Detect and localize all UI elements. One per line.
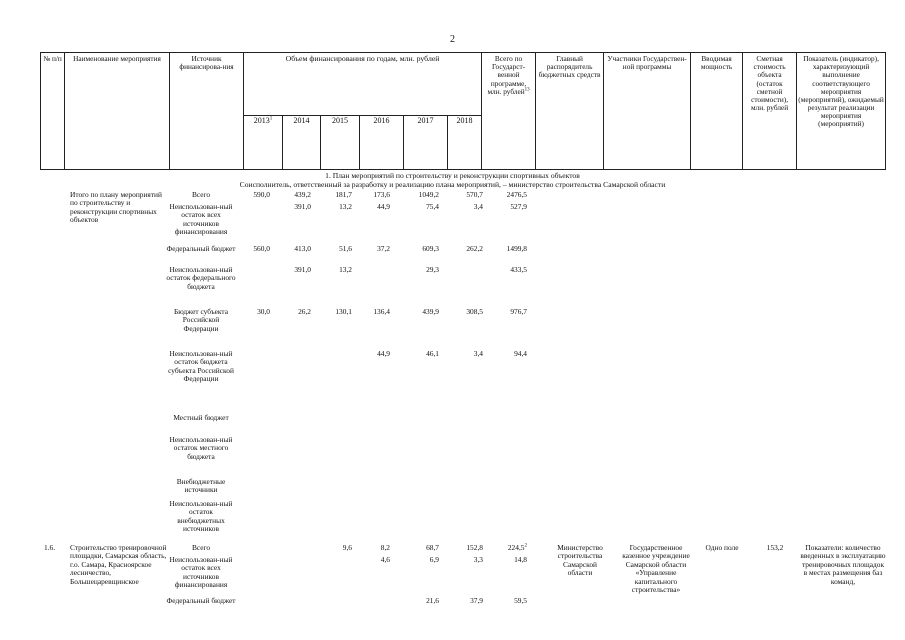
header-year-2015: 2015 (321, 115, 360, 169)
header-estimate: Сметная стоимость объекта (остаток сметной стоимости), млн. рублей (743, 53, 797, 170)
total_block-value-3-1: 391,0 (294, 265, 311, 274)
total_block-value-5-4: 46,1 (426, 349, 439, 358)
header-total-sup: 13 (524, 87, 530, 93)
item-value-1-3: 4,6 (380, 555, 390, 564)
total_block-value-4-2: 130,1 (335, 307, 352, 316)
table-header (40, 52, 886, 170)
total_block-value-4-5: 308,5 (466, 307, 483, 316)
total_block-value-2-4: 609,3 (422, 244, 439, 253)
header-year-2014: 2014 (283, 115, 321, 169)
section-title: 1. План мероприятий по строительству и реконструкции спортивных объектов (325, 171, 580, 180)
header-manager: Главный распорядитель бюджетных средств (536, 53, 604, 170)
total_block-source-1: Неиспользован-ный остаток всех источников финансирования (169, 202, 233, 237)
total_block-value-2-5: 262,2 (466, 244, 483, 253)
item-source-1: Неиспользован-ный остаток всех источников финансирования (169, 555, 233, 590)
total_block-source-5: Неиспользован-ный остаток бюджета субъекта Российской Федерации (168, 349, 234, 384)
header-indicator: Показатель (индикатор), характеризующий выполнение соответствующего мероприятия (мероприятий), ожидаемый результат реализации мероприятия (мероприятий) (797, 53, 886, 170)
total_block-value-0-0: 590,0 (253, 190, 270, 199)
header-year-2013 (244, 115, 283, 169)
total_block-value-1-2: 13,2 (339, 202, 352, 211)
total_block-source-8: Внебюджетные источники (176, 477, 226, 495)
item-capacity: Одно поле (705, 543, 739, 552)
total_block-value-5-6: 94,4 (514, 349, 527, 358)
total_block-value-0-1: 439,2 (294, 190, 311, 199)
item-value-text: 224,5 (507, 543, 525, 552)
total_block-value-4-3: 136,4 (373, 307, 390, 316)
total_block-value-2-3: 37,2 (377, 244, 390, 253)
item-number: 1.6. (44, 543, 56, 552)
total_block-value-2-0: 560,0 (253, 244, 270, 253)
item-manager: Министерство строительства Самарской области (557, 543, 603, 578)
total_block-source-3: Неиспользован-ный остаток федерального бюджета (166, 265, 236, 291)
total_block-value-0-6: 2476,5 (506, 190, 527, 199)
page-number: 2 (450, 34, 455, 45)
header-total-text: Всего по Государст-венной программе, млн. рублей (487, 54, 527, 96)
item-source-0: Всего (191, 543, 211, 552)
header-year-2013-text: 2013 (253, 115, 270, 125)
total_block-value-0-5: 570,7 (466, 190, 483, 199)
total_block-value-1-1: 391,0 (294, 202, 311, 211)
header-total (482, 53, 536, 170)
header-no: № п/п (41, 53, 65, 170)
item-estimate: 153,2 (766, 543, 784, 552)
item-value-0-3: 8,2 (380, 543, 390, 552)
header-participants: Участники Государствен-ной программы (604, 53, 691, 170)
total_block-value-2-2: 51,6 (339, 244, 352, 253)
item-value-2-5: 37,9 (470, 596, 483, 605)
total_block-source-6: Местный бюджет (173, 413, 229, 422)
total_block-value-4-0: 30,0 (257, 307, 270, 316)
header-year-2017: 2017 (404, 115, 448, 169)
total-block-name: Итого по плану мероприятий по строительству и реконструкции спортивных объектов (70, 190, 162, 225)
total_block-value-4-6: 976,7 (510, 307, 527, 316)
header-year-2013-sup: 1 (269, 115, 273, 121)
header-name: Наименование мероприятия (65, 53, 170, 170)
total_block-source-0: Всего (191, 190, 211, 199)
total_block-value-1-6: 527,9 (510, 202, 527, 211)
total_block-value-3-6: 433,5 (510, 265, 527, 274)
item-value-0-5: 152,8 (466, 543, 483, 552)
total_block-value-1-4: 75,4 (426, 202, 439, 211)
section-coexecutor: Соисполнитель, ответственный за разработку и реализацию плана мероприятий, – министерство строительства Самарской области (239, 180, 666, 189)
item-indicator: Показатели: количество введенных в эксплуатацию тренировочных площадок в местах размещения баз команд, (800, 543, 886, 586)
total_block-value-5-5: 3,4 (473, 349, 483, 358)
header-volume: Объем финансирования по годам, млн. рублей (244, 53, 482, 116)
item-value-sup: 2 (524, 543, 527, 549)
total_block-value-5-3: 44,9 (377, 349, 390, 358)
total_block-value-3-2: 13,2 (339, 265, 352, 274)
item-name: Строительство тренировочной площадки, Самарская область, г.о. Самара, Красноярское лесничество, Большецаревщинское (70, 543, 167, 586)
item-source-2: Федеральный бюджет (166, 596, 236, 605)
header-source: Источник финансирова-ния (170, 53, 244, 170)
header-year-2016: 2016 (360, 115, 404, 169)
total_block-source-2: Федеральный бюджет (166, 244, 236, 253)
total_block-value-0-4: 1049,2 (418, 190, 439, 199)
item-value-1-6: 14,8 (514, 555, 527, 564)
header-year-2018: 2018 (448, 115, 482, 169)
header-capacity: Вводимая мощность (691, 53, 743, 170)
total_block-value-3-4: 29,3 (426, 265, 439, 274)
item-value-1-4: 6,9 (429, 555, 439, 564)
item-value-0-4: 68,7 (426, 543, 439, 552)
item-participants: Государственное казенное учреждение Самарской области «Управление капитального строительства» (622, 543, 690, 595)
item-value-2-4: 21,6 (426, 596, 439, 605)
item-value-0-6 (493, 544, 527, 552)
total_block-value-2-6: 1499,8 (506, 244, 527, 253)
total_block-value-4-1: 26,2 (298, 307, 311, 316)
total_block-value-0-2: 181,7 (335, 190, 352, 199)
total_block-source-4: Бюджет субъекта Российской Федерации (173, 307, 229, 333)
total_block-value-2-1: 413,0 (294, 244, 311, 253)
item-value-1-5: 3,3 (473, 555, 483, 564)
total_block-value-4-4: 439,9 (422, 307, 439, 316)
total_block-value-1-3: 44,9 (377, 202, 390, 211)
item-value-2-6: 59,5 (514, 596, 527, 605)
total_block-value-0-3: 173,6 (373, 190, 390, 199)
total_block-source-7: Неиспользован-ный остаток местного бюджета (169, 435, 233, 461)
item-value-0-2: 9,6 (342, 543, 352, 552)
total_block-value-1-5: 3,4 (473, 202, 483, 211)
total_block-source-9: Неиспользован-ный остаток внебюджетных источников (169, 499, 233, 534)
